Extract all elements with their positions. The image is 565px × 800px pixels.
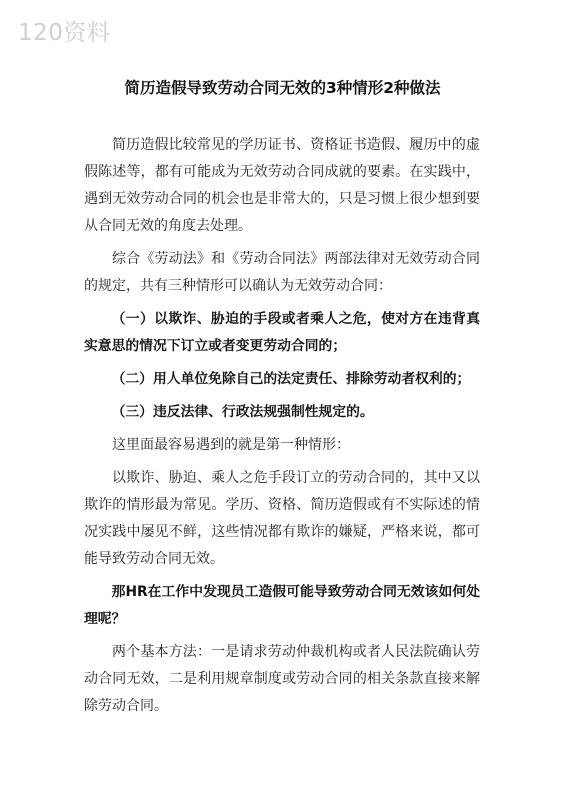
document-body [84, 132, 480, 726]
paragraph-case-1: （一）以欺诈、胁迫的手段或者乘人之危，使对方在违背真实意思的情况下订立或者变更劳动合同的； [84, 311, 480, 354]
document-title: 简历造假导致劳动合同无效的3种情形2种做法 [124, 79, 441, 97]
watermark: 120资料 [18, 20, 111, 46]
paragraph-legal-basis: 综合《劳动法》和《劳动合同法》两部法律对无效劳动合同的规定，共有三种情形可以确认为无效劳动合同： [84, 251, 480, 294]
paragraph-most-common: 这里面最容易遇到的就是第一种情形： [112, 437, 350, 453]
paragraph-fraud-explanation: 以欺诈、胁迫、乘人之危手段订立的劳动合同的，其中又以欺诈的情形最为常见。学历、资格、简历造假或有不实际述的情况实践中屡见不鲜，这些情况都有欺诈的嫌疑，严格来说，都可能导致劳动合同无效。 [84, 470, 480, 567]
paragraph-case-2: （二）用人单位免除自己的法定责任、排除劳动者权利的； [111, 371, 471, 387]
paragraph-case-3: （三）违反法律、行政法规强制性规定的。 [111, 404, 374, 420]
paragraph-methods: 两个基本方法：一是请求劳动仲裁机构或者人民法院确认劳动合同无效，二是利用规章制度或劳动合同的相关条款直接来解除劳动合同。 [84, 644, 480, 714]
paragraph-question: 那HR在工作中发现员工造假可能导致劳动合同无效该如何处理呢？ [84, 584, 480, 627]
paragraph-intro: 简历造假比较常见的学历证书、资格证书造假、履历中的虚假陈述等，都有可能成为无效劳动合同成就的要素。在实践中，遇到无效劳动合同的机会也是非常大的，只是习惯上很少想到要从合同无效的角度去处理。 [84, 137, 480, 234]
